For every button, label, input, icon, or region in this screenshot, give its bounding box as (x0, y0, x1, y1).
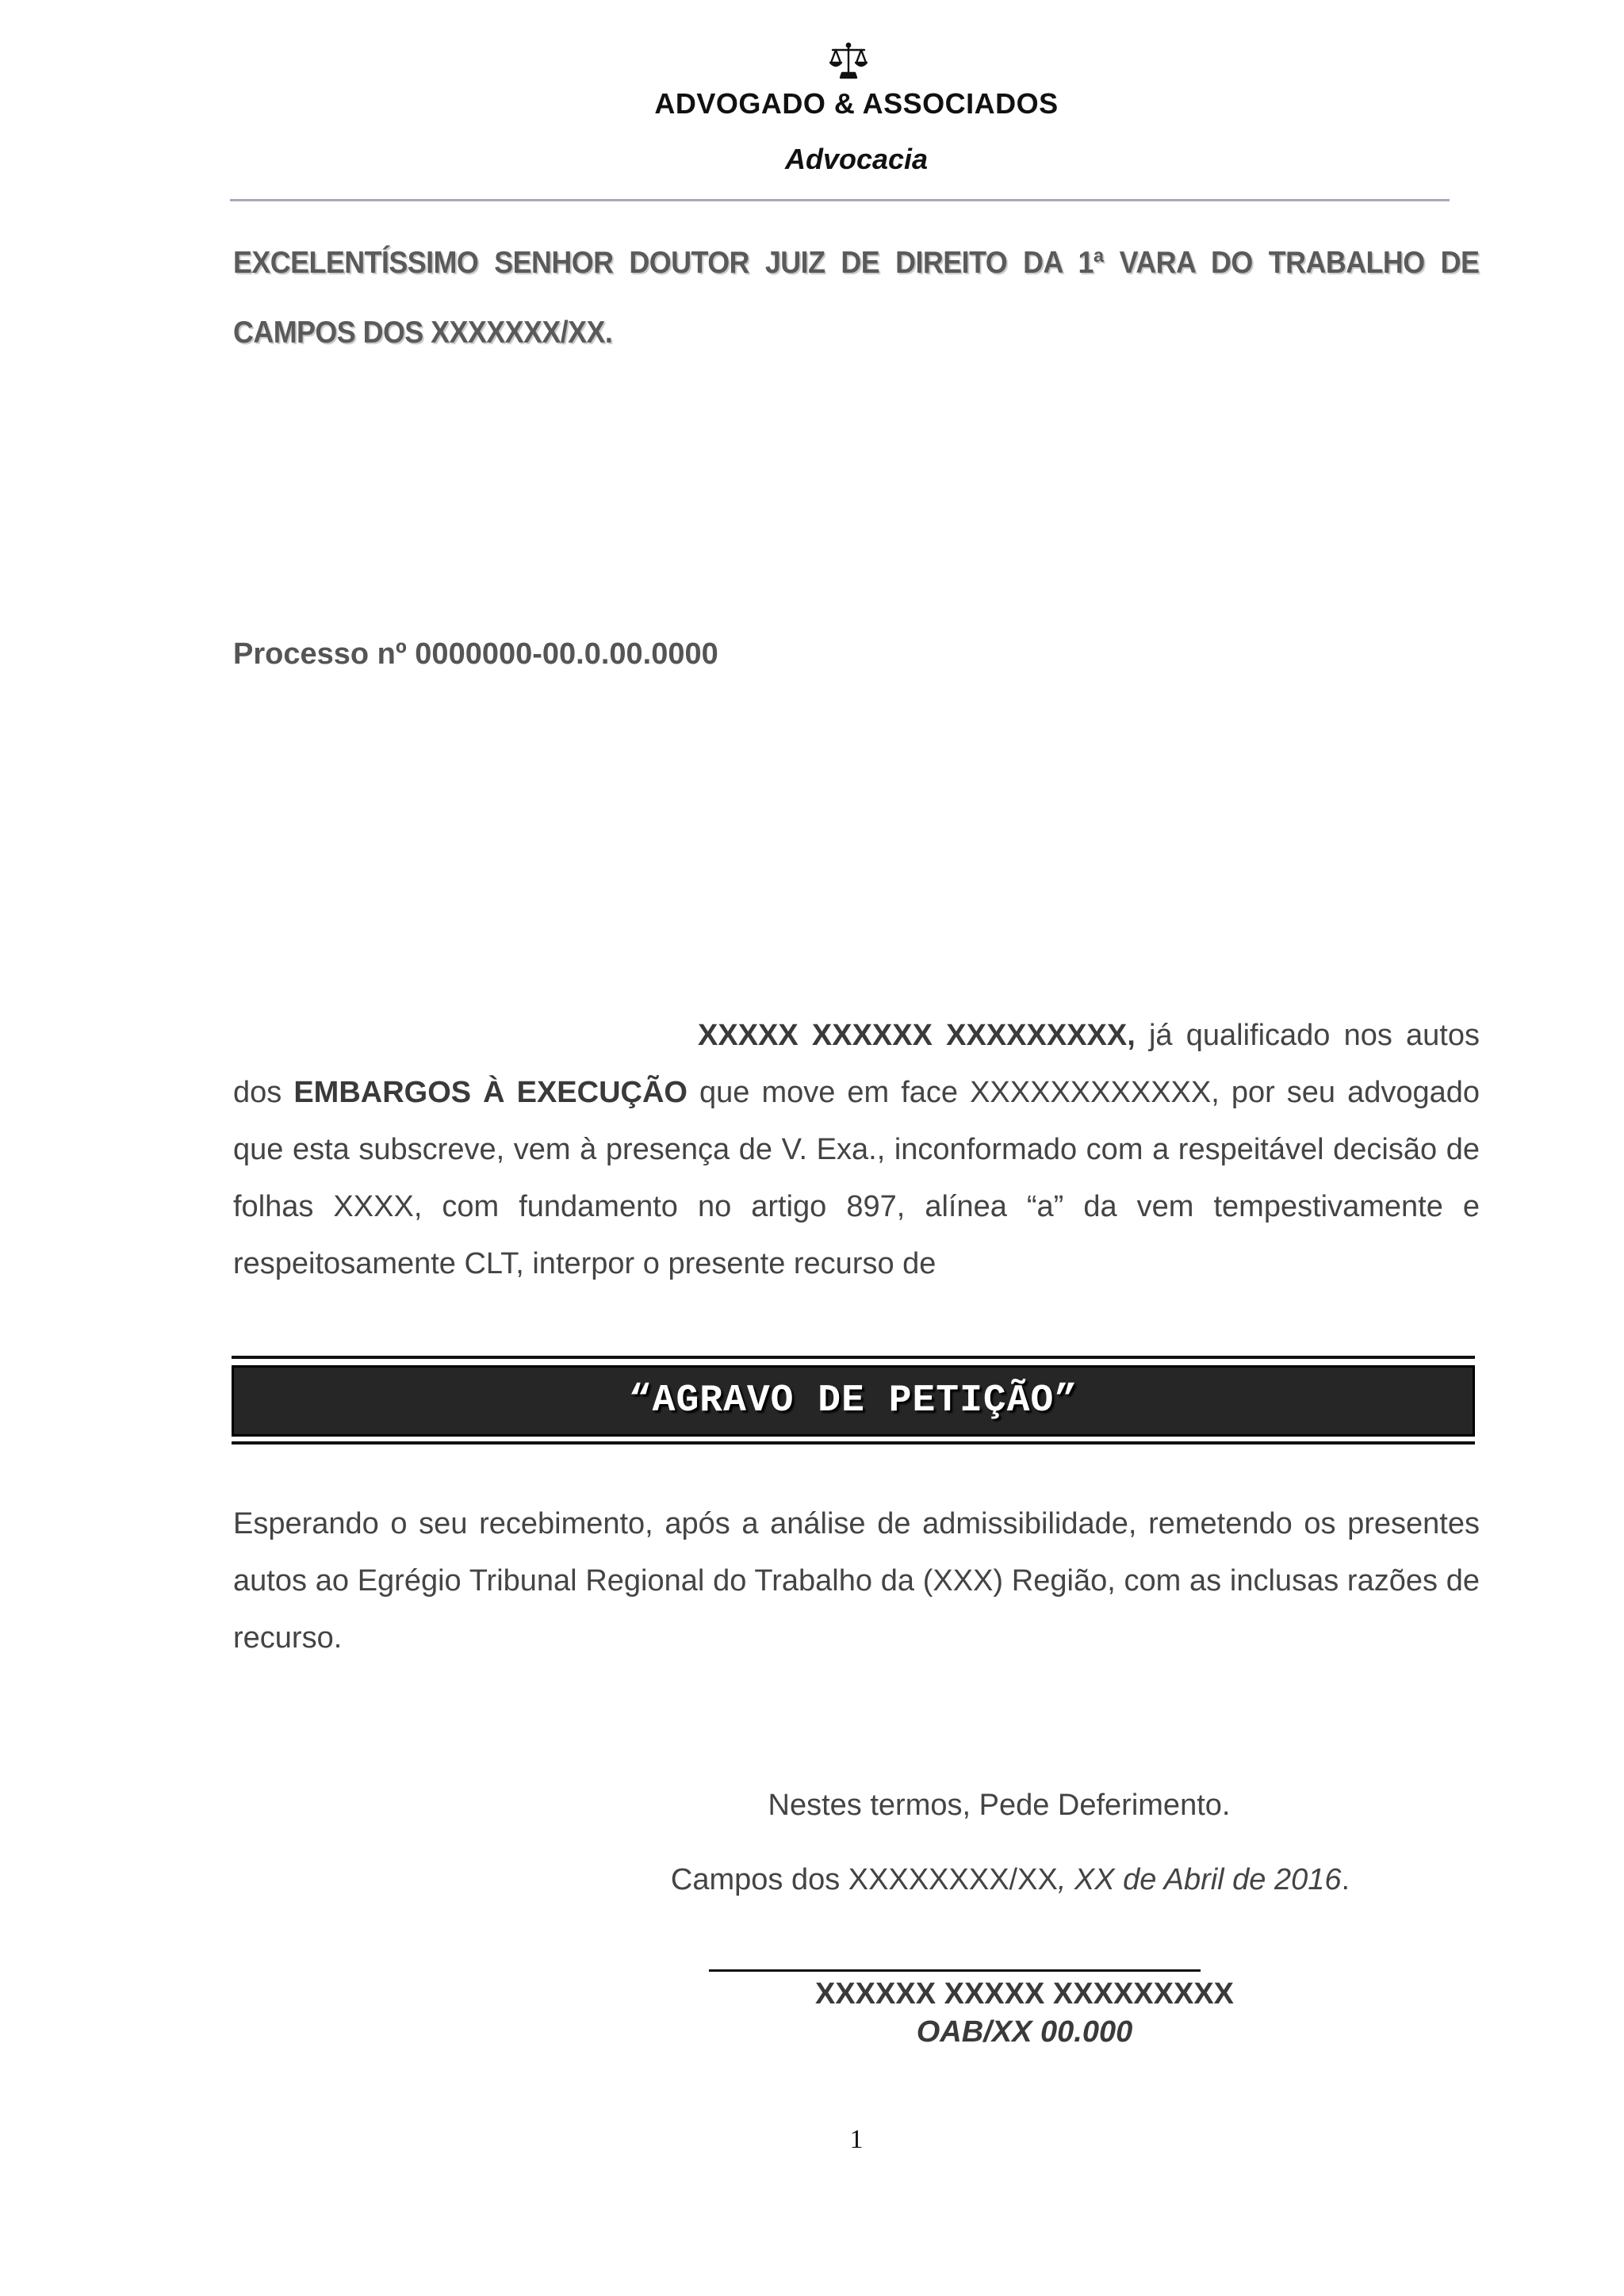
process-number: Processo nº 0000000-00.0.00.0000 (233, 637, 718, 671)
signer-name: XXXXXX XXXXX XXXXXXXXX (814, 1977, 1235, 2011)
place: Campos dos XXXXXXXX/XX (670, 1863, 1058, 1896)
title-banner-text: “AGRAVO DE PETIÇÃO” (628, 1380, 1078, 1422)
firm-subtitle: Advocacia (784, 143, 929, 175)
intro-text-1: já qualificado nos autos dos (233, 1019, 1480, 1109)
firm-name: ADVOGADO & ASSOCIADOS (654, 87, 1059, 120)
intro-paragraph (233, 1007, 1480, 1292)
action-name: EMBARGOS À EXECUÇÃO (293, 1076, 688, 1109)
addressee: EXCELENTÍSSIMO SENHOR DOUTOR JUIZ DE DIREITO DA 1ª VARA DO TRABALHO DE CAMPOS DOS XXXXXXX/XX. (233, 246, 1480, 350)
signature-line (709, 1969, 1201, 1972)
intro-text-2: que move em face XXXXXXXXXXXX, por seu advogado que esta subscreve, vem à presença de V. Exa., inconformado com a respeitável decisão de folhas XXXX, com fundamento no artigo 897, alínea “a” da vem tempestivamente e respeitosamente CLT, interpor o presente recurso de (233, 1076, 1480, 1280)
header-divider (230, 199, 1450, 201)
scales-of-justice-icon (828, 41, 869, 82)
date-period: . (1341, 1863, 1350, 1896)
party-name: XXXXX XXXXXX XXXXXXXXX, (698, 1019, 1136, 1052)
date: , XX de Abril de 2016 (1057, 1863, 1342, 1896)
banner-bottom-rule (232, 1441, 1475, 1445)
closing-paragraph: Esperando o seu recebimento, após a análise de admissibilidade, remetendo os presentes autos ao Egrégio Tribunal Regional do Trabalho da (XXX) Região, com as inclusas razões de recurso. (233, 1507, 1480, 1655)
title-banner (232, 1365, 1475, 1437)
signer-oab: OAB/XX 00.000 (916, 2015, 1133, 2049)
page-number: 1 (849, 2125, 864, 2154)
closing-terms: Nestes termos, Pede Deferimento. (768, 1789, 1231, 1822)
place-date (0, 1863, 1624, 1897)
banner-top-rule (232, 1356, 1475, 1359)
